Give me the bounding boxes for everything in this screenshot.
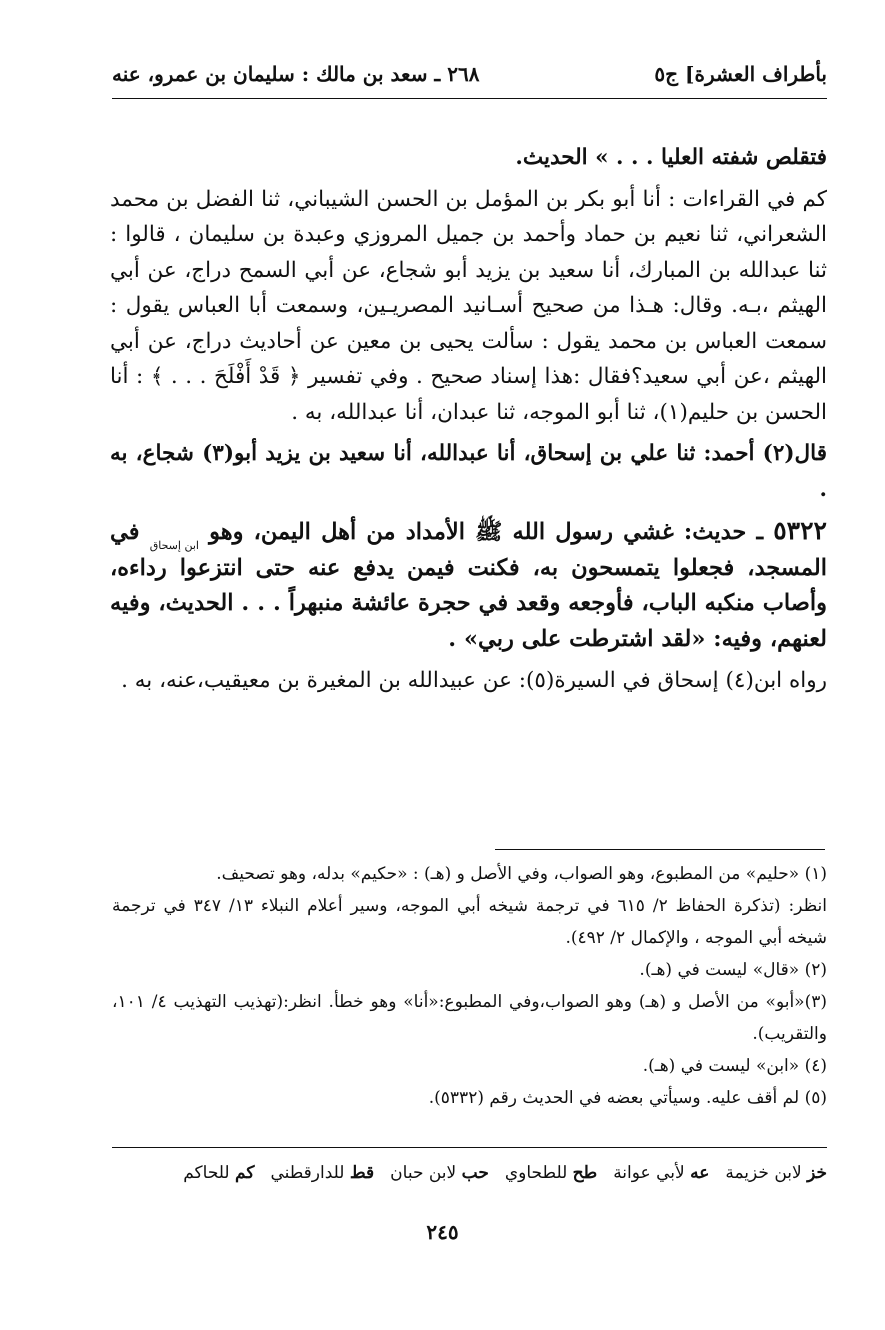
abbreviation-key-separator <box>112 1147 827 1148</box>
hadith-block <box>110 513 827 657</box>
paragraph-2 <box>110 182 827 431</box>
key-item: حب لابن حبان <box>390 1163 489 1183</box>
paragraph-5: رواه ابن(٤) إسحاق في السيرة(٥): عن عبيدالله بن المغيرة بن معيقيب،عنه، به . <box>121 668 827 693</box>
running-header <box>112 58 827 99</box>
main-text <box>110 140 827 705</box>
footnote-3: (٣)«أبو» من الأصل و (هـ) وهو الصواب،وفي المطبوع:«أنا» وهو خطأ. انظر:(تهذيب التهذيب ٤/ ١٠١، والتقريب). <box>112 992 827 1044</box>
hadith-text-start: ـ حديث: غشي رسول الله ﷺ الأمداد من أهل اليمن، وهو <box>209 519 764 545</box>
hadith-text-rest: في المسجد، فجعلوا يتمسحون به، فكنت فيمن يدفع عنه حتى انتزعوا رداءه، وأصاب منكبه الباب، فأوجعه وقعد في حجرة عائشة منبهراً . . . الحديث، وفيه لعنهم، وفيه: «لقد اشترطت على ربي» . <box>110 519 827 652</box>
hadith-marginal-note: ابن إسحاق <box>149 538 199 552</box>
header-book-title: بأطراف العشرة] ج٥ <box>654 62 827 86</box>
hadith-number: ٥٣٢٢ <box>773 516 827 545</box>
paragraph-1: فتقلص شفته العليا . . . » الحديث. <box>515 145 827 170</box>
paragraph-2-end: : أنا الحسن بن حليم(١)، ثنا أبو الموجه، ثنا عبدان، أنا عبدالله، به . <box>110 364 827 425</box>
footnote-separator <box>495 849 825 850</box>
footnote-4: (٤) «ابن» ليست في (هـ). <box>642 1056 827 1076</box>
paragraph-3: قال(٢) أحمد: ثنا علي بن إسحاق، أنا عبدالله، أنا سعيد بن يزيد أبو(٣) شجاع، به . <box>110 441 827 502</box>
footnote-1: (١) «حليم» من المطبوع، وهو الصواب، وفي الأصل و (هـ) : «حكيم» بدله، وهو تصحيف. <box>216 864 827 884</box>
quran-citation: ﴿ قَدْ أَفْلَحَ . . . ﴾ <box>150 364 301 389</box>
key-item: خز لابن خزيمة <box>725 1163 827 1183</box>
footnote-5: (٥) لم أقف عليه. وسيأتي بعضه في الحديث رقم (٥٣٣٢). <box>428 1088 827 1108</box>
header-section-title: ٢٦٨ ـ سعد بن مالك : سليمان بن عمرو، عنه <box>112 62 480 86</box>
abbreviation-key <box>112 1163 827 1183</box>
page-number: ٢٤٥ <box>426 1220 459 1244</box>
key-item: قط للدارقطني <box>270 1163 375 1183</box>
footnote-2: (٢) «قال» ليست في (هـ). <box>639 960 827 980</box>
key-item: كم للحاكم <box>183 1163 255 1183</box>
footnote-1-continued: انظر: (تذكرة الحفاظ ٢/ ٦١٥ في ترجمة شيخه أبي الموجه، وسير أعلام النبلاء ١٣/ ٣٤٧ في ترجمة شيخه أبي الموجه ، والإكمال ٢/ ٤٩٢). <box>112 896 827 948</box>
paragraph-2-text: كم في القراءات : أنا أبو بكر بن المؤمل بن الحسن الشيباني، ثنا الفضل بن محمد الشعراني، ثنا نعيم بن حماد وأحمد بن جميل المروزي وعبدة بن سليمان ، قالوا : ثنا عبدالله بن المبارك، أنا سعيد بن يزيد أبو شجاع، عن أبي السمح دراج، عن أبي الهيثم ،بـه. وقال: هـذا من صحيح أسـانيد المصريـين، وسمعت أبا العباس يقول : سمعت العباس بن محمد يقول : سألت يحيى بن معين عن أحاديث دراج، عن أبي الهيثم ،عن أبي سعيد؟فقال :هذا إسناد صحيح . وفي تفسير <box>110 186 828 389</box>
footnotes <box>112 858 827 1114</box>
key-item: طح للطحاوي <box>504 1163 598 1183</box>
key-item: عه لأبي عوانة <box>613 1163 710 1183</box>
